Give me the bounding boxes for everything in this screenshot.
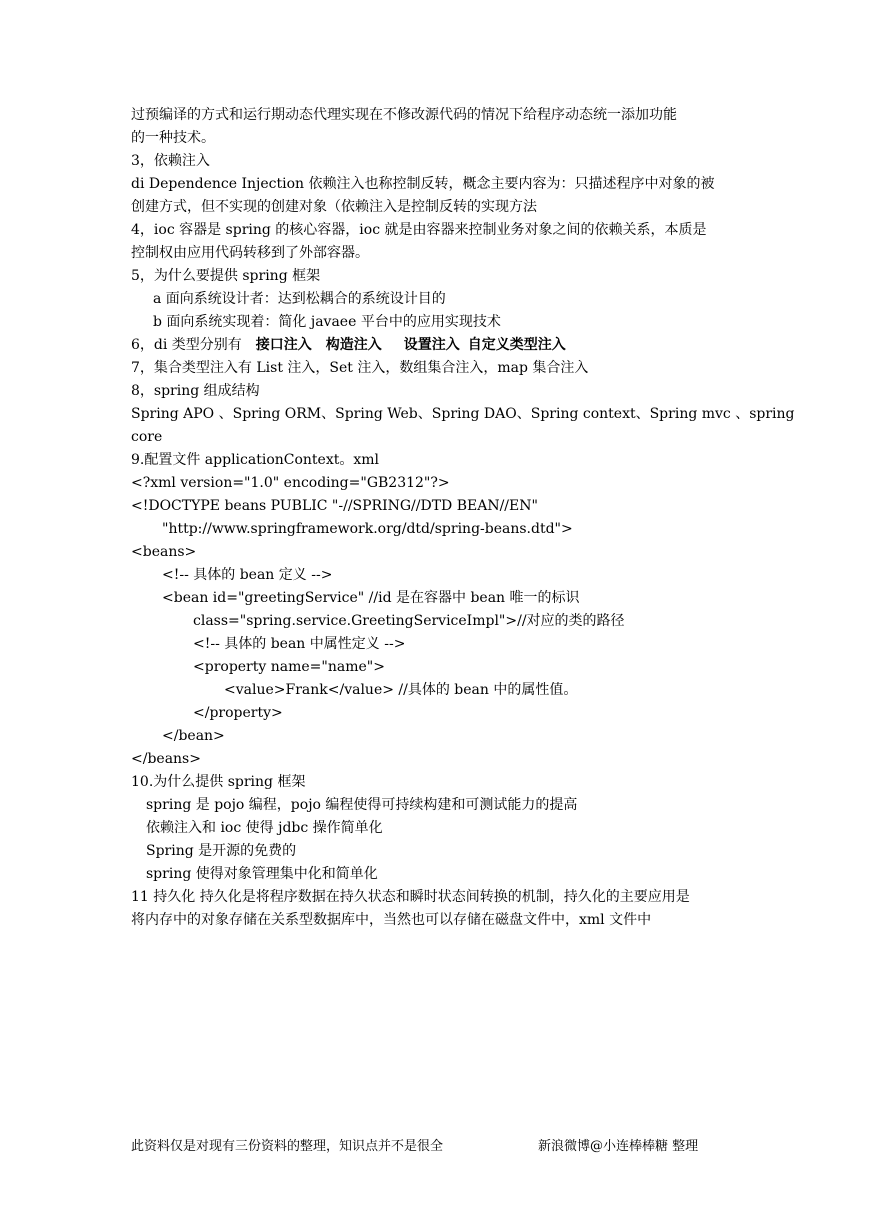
di-type-bold: 自定义类型注入 bbox=[467, 337, 566, 353]
code-line: class="spring.service.GreetingServiceImpl">//对应的类的路径 bbox=[193, 613, 625, 629]
text-line: 7，集合类型注入有 List 注入，Set 注入，数组集合注入，map 集合注入 bbox=[131, 360, 589, 376]
text-line: Spring APO 、Spring ORM、Spring Web、Spring DAO、Spring context、Spring mvc 、spring bbox=[131, 406, 795, 422]
text-line: 控制权由应用代码转移到了外部容器。 bbox=[131, 245, 369, 261]
section-heading-5: 5，为什么要提供 spring 框架 bbox=[131, 268, 321, 284]
text-line: 将内存中的对象存储在关系型数据库中，当然也可以存储在磁盘文件中，xml 文件中 bbox=[131, 912, 652, 928]
text-line: core bbox=[131, 429, 163, 445]
text-line: 过预编译的方式和运行期动态代理实现在不修改源代码的情况下给程序动态统一添加功能 bbox=[131, 107, 677, 123]
section-heading-3: 3，依赖注入 bbox=[131, 153, 210, 169]
section-heading-9: 9.配置文件 applicationContext。xml bbox=[131, 452, 380, 468]
code-line: </property> bbox=[193, 705, 283, 721]
code-line: <property name="name"> bbox=[193, 659, 385, 675]
text-line: 11 持久化 持久化是将程序数据在持久状态和瞬时状态间转换的机制，持久化的主要应用是 bbox=[131, 889, 690, 905]
di-type-bold: 构造注入 bbox=[325, 337, 382, 353]
code-line: </bean> bbox=[162, 728, 225, 744]
code-line: <!-- 具体的 bean 中属性定义 --> bbox=[193, 636, 406, 652]
code-line: <!-- 具体的 bean 定义 --> bbox=[162, 567, 333, 583]
code-line: </beans> bbox=[131, 751, 201, 767]
footer-note: 此资料仅是对现有三份资料的整理，知识点并不是很全 bbox=[131, 1139, 444, 1154]
text-line: di Dependence Injection 依赖注入也称控制反转，概念主要内容为：只描述程序中对象的被 bbox=[131, 176, 715, 192]
section-heading-6 bbox=[131, 334, 739, 357]
list-item: b 面向系统实现着：简化 javaee 平台中的应用实现技术 bbox=[153, 314, 501, 330]
list-item: spring 使得对象管理集中化和简单化 bbox=[146, 866, 378, 882]
text-line: 创建方式，但不实现的创建对象（依赖注入是控制反转的实现方法 bbox=[131, 199, 537, 215]
document-body bbox=[131, 104, 795, 932]
code-line: <beans> bbox=[131, 544, 197, 560]
di-type-bold: 设置注入 bbox=[403, 337, 460, 353]
code-line: <!DOCTYPE beans PUBLIC "-//SPRING//DTD BEAN//EN" bbox=[131, 498, 538, 514]
footer-credit: 新浪微博@小连棒棒糖 整理 bbox=[538, 1139, 699, 1154]
di-type-bold: 接口注入 bbox=[255, 337, 312, 353]
list-item: 依赖注入和 ioc 使得 jdbc 操作简单化 bbox=[146, 820, 383, 836]
code-line: "http://www.springframework.org/dtd/spring-beans.dtd"> bbox=[162, 521, 573, 537]
section-heading-8: 8，spring 组成结构 bbox=[131, 383, 260, 399]
list-item: Spring 是开源的免费的 bbox=[146, 843, 297, 859]
text-line: 的一种技术。 bbox=[131, 130, 215, 146]
code-line: <?xml version="1.0" encoding="GB2312"?> bbox=[131, 475, 450, 491]
list-item: spring 是 pojo 编程，pojo 编程使得可持续构建和可测试能力的提高 bbox=[146, 797, 578, 813]
list-item: a 面向系统设计者：达到松耦合的系统设计目的 bbox=[153, 291, 446, 307]
di-types-label: 6，di 类型分别有 bbox=[131, 337, 242, 353]
section-heading-10: 10.为什么提供 spring 框架 bbox=[131, 774, 306, 790]
code-line: <bean id="greetingService" //id 是在容器中 bean 唯一的标识 bbox=[162, 590, 580, 606]
code-line: <value>Frank</value> //具体的 bean 中的属性值。 bbox=[224, 682, 578, 698]
text-line: 4，ioc 容器是 spring 的核心容器，ioc 就是由容器来控制业务对象之间的依赖关系，本质是 bbox=[131, 222, 707, 238]
